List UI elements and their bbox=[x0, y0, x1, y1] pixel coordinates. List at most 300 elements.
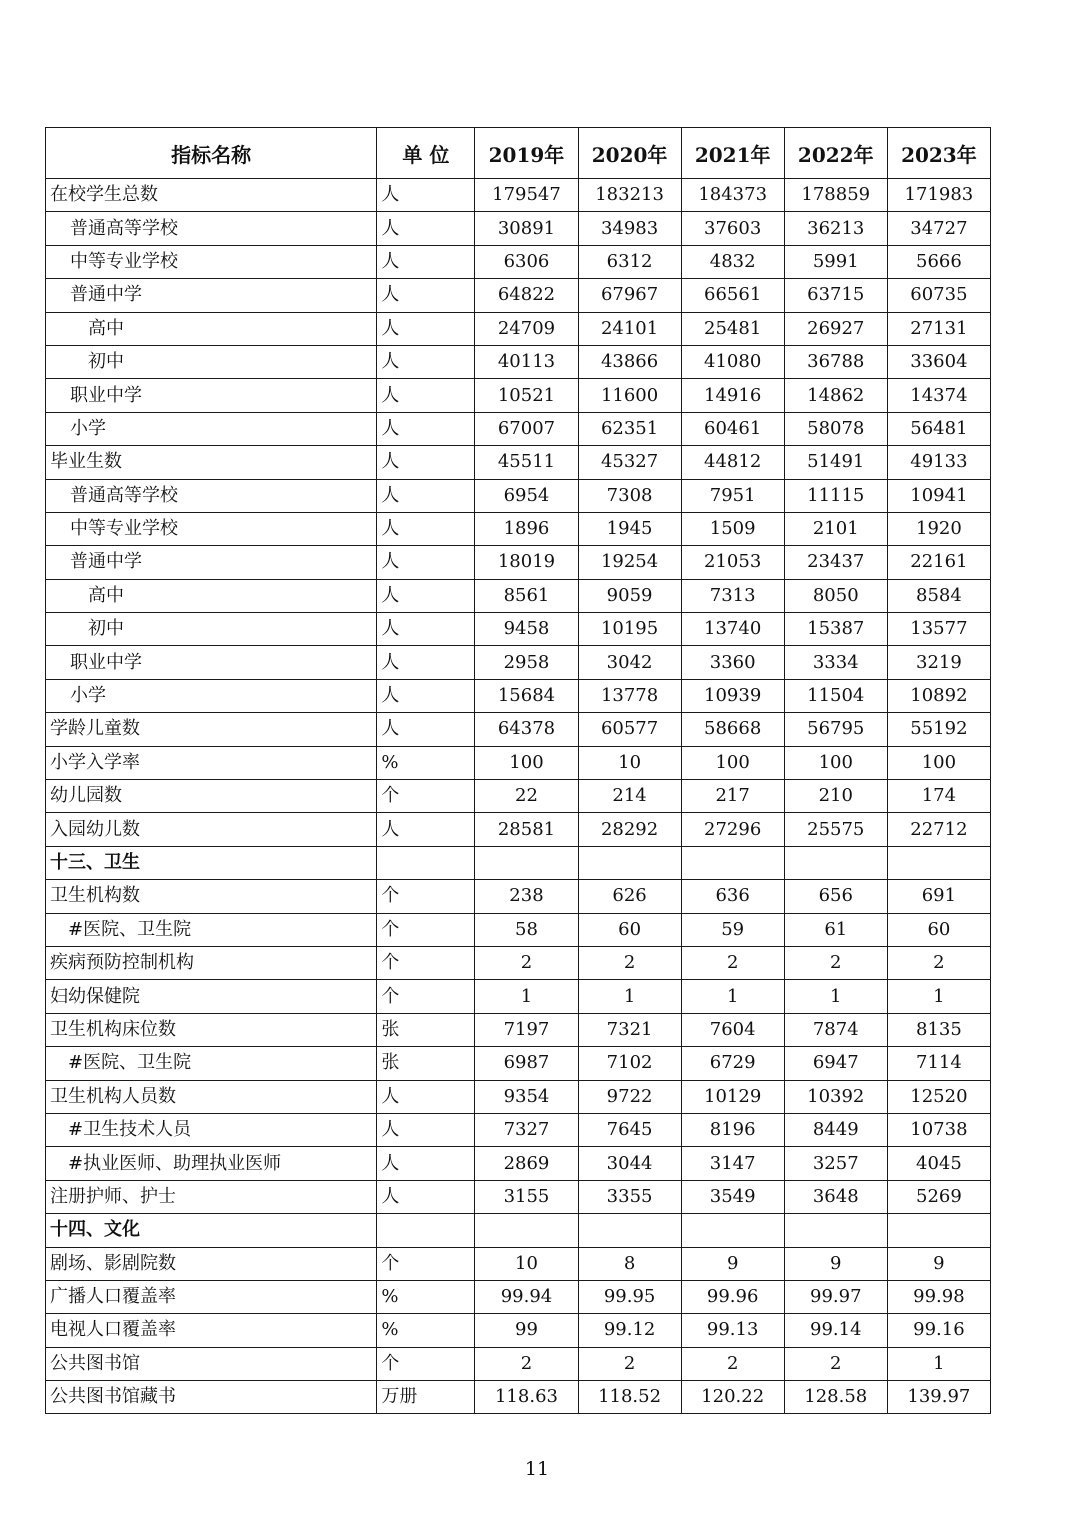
indicator-name: 普通中学 bbox=[46, 546, 377, 579]
table-row bbox=[46, 1314, 991, 1347]
value-cell: 2869 bbox=[475, 1147, 578, 1180]
value-cell: 7874 bbox=[784, 1013, 887, 1046]
unit-cell: 人 bbox=[377, 345, 475, 378]
value-cell: 3355 bbox=[578, 1180, 681, 1213]
value-cell: 3044 bbox=[578, 1147, 681, 1180]
indicator-name: 公共图书馆 bbox=[46, 1347, 377, 1380]
value-cell: 43866 bbox=[578, 345, 681, 378]
value-cell bbox=[578, 846, 681, 879]
indicator-name: 普通高等学校 bbox=[46, 479, 377, 512]
value-cell: 4832 bbox=[681, 245, 784, 278]
value-cell: 2 bbox=[681, 946, 784, 979]
value-cell: 99.13 bbox=[681, 1314, 784, 1347]
unit-cell: % bbox=[377, 746, 475, 779]
value-cell: 10 bbox=[475, 1247, 578, 1280]
value-cell: 13778 bbox=[578, 679, 681, 712]
value-cell: 184373 bbox=[681, 179, 784, 212]
table-row bbox=[46, 245, 991, 278]
value-cell: 10892 bbox=[887, 679, 990, 712]
table-row bbox=[46, 1381, 991, 1414]
value-cell: 691 bbox=[887, 880, 990, 913]
value-cell: 21053 bbox=[681, 546, 784, 579]
value-cell: 3155 bbox=[475, 1180, 578, 1213]
value-cell: 36213 bbox=[784, 212, 887, 245]
value-cell: 7114 bbox=[887, 1047, 990, 1080]
value-cell: 40113 bbox=[475, 345, 578, 378]
table-row bbox=[46, 613, 991, 646]
value-cell bbox=[475, 1214, 578, 1247]
value-cell: 7645 bbox=[578, 1113, 681, 1146]
value-cell: 8584 bbox=[887, 579, 990, 612]
unit-cell: 人 bbox=[377, 479, 475, 512]
table-header-row bbox=[46, 128, 991, 179]
indicator-name: 公共图书馆藏书 bbox=[46, 1381, 377, 1414]
indicator-name: 疾病预防控制机构 bbox=[46, 946, 377, 979]
value-cell: 6729 bbox=[681, 1047, 784, 1080]
value-cell: 8449 bbox=[784, 1113, 887, 1146]
value-cell: 34983 bbox=[578, 212, 681, 245]
unit-cell: 个 bbox=[377, 913, 475, 946]
value-cell: 64378 bbox=[475, 713, 578, 746]
value-cell: 51491 bbox=[784, 446, 887, 479]
indicator-name: 普通中学 bbox=[46, 279, 377, 312]
value-cell: 34727 bbox=[887, 212, 990, 245]
indicator-name: 职业中学 bbox=[46, 646, 377, 679]
value-cell: 10521 bbox=[475, 379, 578, 412]
unit-cell: 个 bbox=[377, 1347, 475, 1380]
value-cell: 3549 bbox=[681, 1180, 784, 1213]
indicator-name: 职业中学 bbox=[46, 379, 377, 412]
value-cell: 14916 bbox=[681, 379, 784, 412]
value-cell: 8561 bbox=[475, 579, 578, 612]
indicator-name: 卫生机构数 bbox=[46, 880, 377, 913]
value-cell: 15387 bbox=[784, 613, 887, 646]
value-cell: 60735 bbox=[887, 279, 990, 312]
unit-cell: 个 bbox=[377, 1247, 475, 1280]
value-cell: 99.16 bbox=[887, 1314, 990, 1347]
value-cell bbox=[887, 846, 990, 879]
value-cell bbox=[887, 1214, 990, 1247]
indicator-name: 高中 bbox=[46, 579, 377, 612]
table-row bbox=[46, 579, 991, 612]
table-row bbox=[46, 1247, 991, 1280]
value-cell: 100 bbox=[475, 746, 578, 779]
indicator-name: 普通高等学校 bbox=[46, 212, 377, 245]
value-cell: 56795 bbox=[784, 713, 887, 746]
value-cell: 6306 bbox=[475, 245, 578, 278]
value-cell: 8 bbox=[578, 1247, 681, 1280]
table-row bbox=[46, 1147, 991, 1180]
section-title: 十四、文化 bbox=[46, 1214, 377, 1247]
indicator-name: 初中 bbox=[46, 345, 377, 378]
value-cell: 22161 bbox=[887, 546, 990, 579]
table-row bbox=[46, 1047, 991, 1080]
unit-cell: % bbox=[377, 1280, 475, 1313]
value-cell: 56481 bbox=[887, 412, 990, 445]
value-cell: 60 bbox=[578, 913, 681, 946]
value-cell: 15684 bbox=[475, 679, 578, 712]
value-cell: 128.58 bbox=[784, 1381, 887, 1414]
unit-cell bbox=[377, 1214, 475, 1247]
value-cell: 62351 bbox=[578, 412, 681, 445]
value-cell: 14374 bbox=[887, 379, 990, 412]
value-cell: 7313 bbox=[681, 579, 784, 612]
value-cell: 6987 bbox=[475, 1047, 578, 1080]
value-cell: 61 bbox=[784, 913, 887, 946]
value-cell: 8196 bbox=[681, 1113, 784, 1146]
indicator-name: 卫生机构床位数 bbox=[46, 1013, 377, 1046]
unit-cell: 人 bbox=[377, 179, 475, 212]
value-cell: 2101 bbox=[784, 512, 887, 545]
value-cell: 10 bbox=[578, 746, 681, 779]
value-cell: 24709 bbox=[475, 312, 578, 345]
table-row bbox=[46, 780, 991, 813]
unit-cell: 张 bbox=[377, 1047, 475, 1080]
value-cell: 99.12 bbox=[578, 1314, 681, 1347]
table-row bbox=[46, 1113, 991, 1146]
indicator-name: 幼儿园数 bbox=[46, 780, 377, 813]
value-cell: 49133 bbox=[887, 446, 990, 479]
indicator-name: 毕业生数 bbox=[46, 446, 377, 479]
table-row bbox=[46, 813, 991, 846]
header-unit: 单 位 bbox=[377, 128, 475, 179]
unit-cell: 个 bbox=[377, 880, 475, 913]
unit-cell: 张 bbox=[377, 1013, 475, 1046]
value-cell: 59 bbox=[681, 913, 784, 946]
value-cell: 6947 bbox=[784, 1047, 887, 1080]
value-cell: 178859 bbox=[784, 179, 887, 212]
value-cell: 3334 bbox=[784, 646, 887, 679]
table-row bbox=[46, 179, 991, 212]
indicator-name: #执业医师、助理执业医师 bbox=[46, 1147, 377, 1180]
table-row bbox=[46, 1080, 991, 1113]
indicator-name: 初中 bbox=[46, 613, 377, 646]
value-cell: 67967 bbox=[578, 279, 681, 312]
value-cell: 55192 bbox=[887, 713, 990, 746]
value-cell: 58 bbox=[475, 913, 578, 946]
unit-cell: 人 bbox=[377, 546, 475, 579]
value-cell: 7327 bbox=[475, 1113, 578, 1146]
value-cell: 118.63 bbox=[475, 1381, 578, 1414]
header-indicator-name: 指标名称 bbox=[46, 128, 377, 179]
value-cell: 58668 bbox=[681, 713, 784, 746]
value-cell: 25481 bbox=[681, 312, 784, 345]
value-cell: 1 bbox=[578, 980, 681, 1013]
unit-cell: 人 bbox=[377, 713, 475, 746]
value-cell: 4045 bbox=[887, 1147, 990, 1180]
value-cell: 6954 bbox=[475, 479, 578, 512]
value-cell: 210 bbox=[784, 780, 887, 813]
unit-cell: 人 bbox=[377, 512, 475, 545]
value-cell: 11504 bbox=[784, 679, 887, 712]
value-cell bbox=[784, 1214, 887, 1247]
indicator-name: #医院、卫生院 bbox=[46, 913, 377, 946]
indicator-name: 入园幼儿数 bbox=[46, 813, 377, 846]
value-cell: 27131 bbox=[887, 312, 990, 345]
value-cell bbox=[681, 1214, 784, 1247]
indicator-name: 学龄儿童数 bbox=[46, 713, 377, 746]
value-cell: 10195 bbox=[578, 613, 681, 646]
value-cell: 99.95 bbox=[578, 1280, 681, 1313]
value-cell: 118.52 bbox=[578, 1381, 681, 1414]
value-cell bbox=[475, 846, 578, 879]
value-cell: 24101 bbox=[578, 312, 681, 345]
unit-cell: 人 bbox=[377, 1147, 475, 1180]
value-cell: 9 bbox=[887, 1247, 990, 1280]
value-cell: 7321 bbox=[578, 1013, 681, 1046]
unit-cell: 人 bbox=[377, 245, 475, 278]
table-body bbox=[46, 179, 991, 1414]
table-row bbox=[46, 646, 991, 679]
value-cell: 26927 bbox=[784, 312, 887, 345]
value-cell bbox=[681, 846, 784, 879]
value-cell: 3219 bbox=[887, 646, 990, 679]
value-cell: 2 bbox=[784, 946, 887, 979]
value-cell: 7102 bbox=[578, 1047, 681, 1080]
unit-cell bbox=[377, 846, 475, 879]
value-cell: 37603 bbox=[681, 212, 784, 245]
value-cell: 1 bbox=[887, 980, 990, 1013]
indicator-name: 小学 bbox=[46, 412, 377, 445]
unit-cell: 人 bbox=[377, 212, 475, 245]
value-cell: 9458 bbox=[475, 613, 578, 646]
table-row bbox=[46, 1013, 991, 1046]
value-cell: 10392 bbox=[784, 1080, 887, 1113]
value-cell: 100 bbox=[681, 746, 784, 779]
indicator-name: 注册护师、护士 bbox=[46, 1180, 377, 1213]
table-row bbox=[46, 546, 991, 579]
header-year-2021: 2021年 bbox=[681, 128, 784, 179]
value-cell: 25575 bbox=[784, 813, 887, 846]
unit-cell: 人 bbox=[377, 1113, 475, 1146]
value-cell: 656 bbox=[784, 880, 887, 913]
value-cell: 30891 bbox=[475, 212, 578, 245]
value-cell: 8050 bbox=[784, 579, 887, 612]
unit-cell: 人 bbox=[377, 412, 475, 445]
unit-cell: 人 bbox=[377, 613, 475, 646]
value-cell: 1509 bbox=[681, 512, 784, 545]
value-cell: 44812 bbox=[681, 446, 784, 479]
unit-cell: 人 bbox=[377, 579, 475, 612]
value-cell: 179547 bbox=[475, 179, 578, 212]
table-row bbox=[46, 512, 991, 545]
value-cell: 9 bbox=[681, 1247, 784, 1280]
indicator-name: 电视人口覆盖率 bbox=[46, 1314, 377, 1347]
indicator-name: 中等专业学校 bbox=[46, 245, 377, 278]
unit-cell: 人 bbox=[377, 1080, 475, 1113]
value-cell: 1 bbox=[784, 980, 887, 1013]
table-row bbox=[46, 446, 991, 479]
value-cell: 60577 bbox=[578, 713, 681, 746]
value-cell: 99.14 bbox=[784, 1314, 887, 1347]
indicator-name: #卫生技术人员 bbox=[46, 1113, 377, 1146]
statistics-table bbox=[45, 127, 991, 1414]
value-cell: 7951 bbox=[681, 479, 784, 512]
value-cell: 99.94 bbox=[475, 1280, 578, 1313]
indicator-name: 广播人口覆盖率 bbox=[46, 1280, 377, 1313]
value-cell: 174 bbox=[887, 780, 990, 813]
value-cell: 1 bbox=[475, 980, 578, 1013]
header-year-2019: 2019年 bbox=[475, 128, 578, 179]
value-cell: 23437 bbox=[784, 546, 887, 579]
value-cell: 67007 bbox=[475, 412, 578, 445]
value-cell: 63715 bbox=[784, 279, 887, 312]
table-row bbox=[46, 345, 991, 378]
unit-cell: 人 bbox=[377, 379, 475, 412]
table-row bbox=[46, 412, 991, 445]
value-cell: 11115 bbox=[784, 479, 887, 512]
value-cell: 3648 bbox=[784, 1180, 887, 1213]
value-cell: 183213 bbox=[578, 179, 681, 212]
unit-cell: % bbox=[377, 1314, 475, 1347]
value-cell: 5269 bbox=[887, 1180, 990, 1213]
value-cell: 66561 bbox=[681, 279, 784, 312]
value-cell: 10939 bbox=[681, 679, 784, 712]
indicator-name: 妇幼保健院 bbox=[46, 980, 377, 1013]
unit-cell: 个 bbox=[377, 780, 475, 813]
page-number: 11 bbox=[524, 1458, 550, 1480]
header-year-2020: 2020年 bbox=[578, 128, 681, 179]
value-cell: 3147 bbox=[681, 1147, 784, 1180]
unit-cell: 万册 bbox=[377, 1381, 475, 1414]
value-cell: 120.22 bbox=[681, 1381, 784, 1414]
value-cell: 12520 bbox=[887, 1080, 990, 1113]
value-cell: 33604 bbox=[887, 345, 990, 378]
value-cell: 1896 bbox=[475, 512, 578, 545]
value-cell: 60461 bbox=[681, 412, 784, 445]
value-cell: 22712 bbox=[887, 813, 990, 846]
value-cell: 100 bbox=[887, 746, 990, 779]
unit-cell: 人 bbox=[377, 446, 475, 479]
value-cell: 2 bbox=[681, 1347, 784, 1380]
value-cell: 3360 bbox=[681, 646, 784, 679]
unit-cell: 个 bbox=[377, 946, 475, 979]
table-row bbox=[46, 713, 991, 746]
table-row bbox=[46, 1180, 991, 1213]
value-cell: 9722 bbox=[578, 1080, 681, 1113]
value-cell: 6312 bbox=[578, 245, 681, 278]
value-cell: 60 bbox=[887, 913, 990, 946]
value-cell: 1 bbox=[681, 980, 784, 1013]
value-cell: 9 bbox=[784, 1247, 887, 1280]
table-row bbox=[46, 212, 991, 245]
section-row bbox=[46, 1214, 991, 1247]
value-cell: 7197 bbox=[475, 1013, 578, 1046]
value-cell: 7308 bbox=[578, 479, 681, 512]
value-cell: 2 bbox=[784, 1347, 887, 1380]
value-cell: 1 bbox=[887, 1347, 990, 1380]
value-cell: 8135 bbox=[887, 1013, 990, 1046]
value-cell: 9354 bbox=[475, 1080, 578, 1113]
value-cell: 14862 bbox=[784, 379, 887, 412]
value-cell: 3042 bbox=[578, 646, 681, 679]
value-cell: 10738 bbox=[887, 1113, 990, 1146]
indicator-name: 卫生机构人员数 bbox=[46, 1080, 377, 1113]
value-cell bbox=[578, 1214, 681, 1247]
value-cell: 7604 bbox=[681, 1013, 784, 1046]
table-row bbox=[46, 479, 991, 512]
unit-cell: 人 bbox=[377, 679, 475, 712]
unit-cell: 人 bbox=[377, 1180, 475, 1213]
indicator-name: 剧场、影剧院数 bbox=[46, 1247, 377, 1280]
table-row bbox=[46, 312, 991, 345]
table-row bbox=[46, 880, 991, 913]
table-row bbox=[46, 279, 991, 312]
section-row bbox=[46, 846, 991, 879]
table-row bbox=[46, 1347, 991, 1380]
value-cell: 2 bbox=[475, 1347, 578, 1380]
unit-cell: 人 bbox=[377, 813, 475, 846]
unit-cell: 人 bbox=[377, 646, 475, 679]
value-cell: 22 bbox=[475, 780, 578, 813]
value-cell: 99.98 bbox=[887, 1280, 990, 1313]
value-cell: 2 bbox=[887, 946, 990, 979]
value-cell: 11600 bbox=[578, 379, 681, 412]
value-cell: 28292 bbox=[578, 813, 681, 846]
value-cell: 9059 bbox=[578, 579, 681, 612]
unit-cell: 个 bbox=[377, 980, 475, 1013]
table-row bbox=[46, 1280, 991, 1313]
indicator-name: 在校学生总数 bbox=[46, 179, 377, 212]
value-cell: 2 bbox=[475, 946, 578, 979]
value-cell: 1920 bbox=[887, 512, 990, 545]
value-cell: 5666 bbox=[887, 245, 990, 278]
value-cell: 100 bbox=[784, 746, 887, 779]
value-cell: 36788 bbox=[784, 345, 887, 378]
table-row bbox=[46, 746, 991, 779]
indicator-name: 高中 bbox=[46, 312, 377, 345]
value-cell: 5991 bbox=[784, 245, 887, 278]
value-cell: 27296 bbox=[681, 813, 784, 846]
value-cell: 626 bbox=[578, 880, 681, 913]
value-cell: 2 bbox=[578, 1347, 681, 1380]
value-cell: 58078 bbox=[784, 412, 887, 445]
value-cell: 238 bbox=[475, 880, 578, 913]
value-cell: 64822 bbox=[475, 279, 578, 312]
header-year-2022: 2022年 bbox=[784, 128, 887, 179]
header-year-2023: 2023年 bbox=[887, 128, 990, 179]
value-cell: 28581 bbox=[475, 813, 578, 846]
table-row bbox=[46, 980, 991, 1013]
value-cell bbox=[784, 846, 887, 879]
value-cell: 2 bbox=[578, 946, 681, 979]
value-cell: 217 bbox=[681, 780, 784, 813]
unit-cell: 人 bbox=[377, 279, 475, 312]
value-cell: 2958 bbox=[475, 646, 578, 679]
indicator-name: 小学入学率 bbox=[46, 746, 377, 779]
section-title: 十三、卫生 bbox=[46, 846, 377, 879]
value-cell: 3257 bbox=[784, 1147, 887, 1180]
value-cell: 41080 bbox=[681, 345, 784, 378]
table-row bbox=[46, 679, 991, 712]
value-cell: 139.97 bbox=[887, 1381, 990, 1414]
value-cell: 1945 bbox=[578, 512, 681, 545]
table-row bbox=[46, 913, 991, 946]
value-cell: 45327 bbox=[578, 446, 681, 479]
value-cell: 10941 bbox=[887, 479, 990, 512]
value-cell: 636 bbox=[681, 880, 784, 913]
value-cell: 99.97 bbox=[784, 1280, 887, 1313]
value-cell: 19254 bbox=[578, 546, 681, 579]
value-cell: 99.96 bbox=[681, 1280, 784, 1313]
table-row bbox=[46, 946, 991, 979]
value-cell: 214 bbox=[578, 780, 681, 813]
indicator-name: #医院、卫生院 bbox=[46, 1047, 377, 1080]
indicator-name: 小学 bbox=[46, 679, 377, 712]
value-cell: 13740 bbox=[681, 613, 784, 646]
table-row bbox=[46, 379, 991, 412]
unit-cell: 人 bbox=[377, 312, 475, 345]
